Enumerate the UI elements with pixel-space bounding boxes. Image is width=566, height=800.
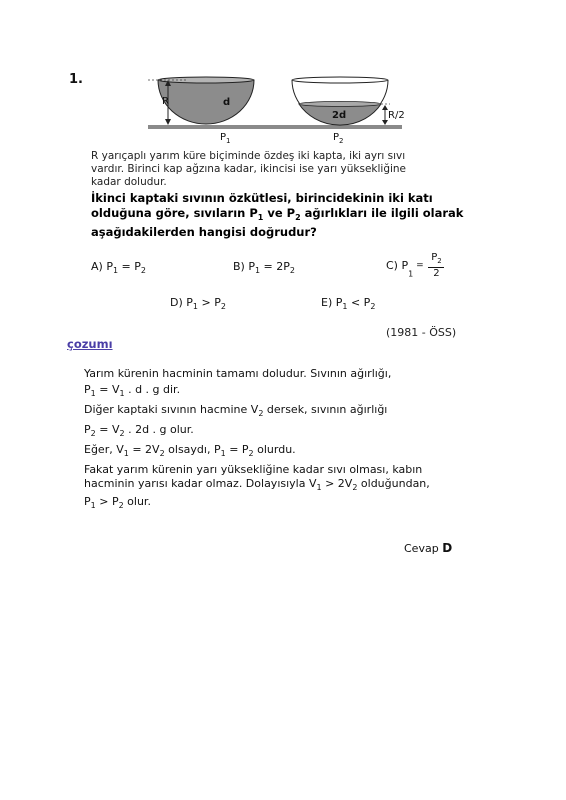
option-a: A) $P_1 = P_2$ xyxy=(91,260,146,275)
question-stem: İkinci kaptaki sıvının özkütlesi, birincidekinin iki katı olduğuna göre, sıvıların $P_1$ ve $P_2$ ağırlıkları ile ilgili olarak aşağıdakilerden hangisi doğrudur? xyxy=(91,191,464,239)
answer: Cevap D xyxy=(404,541,453,555)
ground-surface xyxy=(148,125,402,129)
option-b: B) $P_1 = 2P_2$ xyxy=(233,260,295,275)
label-2d: 2d xyxy=(332,110,347,121)
svg-text:P2: $P_2$ xyxy=(333,132,344,145)
solution-line-7: hacminin yarısı kadar olmaz. Dolayısıyla $V_1 > 2V_2$ olduğundan, xyxy=(84,477,430,492)
label-P2: P xyxy=(333,132,340,143)
question-description: R yarıçaplı yarım küre biçiminde özdeş iki kapta, iki ayrı sıvı vardır. Birinci kap ağzına kadar, ikincisi ise yarı yüksekliğine kadar doludur. xyxy=(91,150,407,188)
solution-link[interactable]: çozumı xyxy=(67,337,113,351)
answer-letter: D xyxy=(442,541,453,555)
solution-line-3: Diğer kaptaki sıvının hacmine $V_2$ dersek, sıvının ağırlığı xyxy=(84,403,388,418)
option-e: E) $P_1 < P_2$ xyxy=(321,296,376,311)
question-source: (1981 - ÖSS) xyxy=(386,326,457,339)
solution-line-8: $P_1 > P_2$ olur. xyxy=(84,495,151,510)
bowl-2-rim xyxy=(292,77,388,83)
label-R: R xyxy=(162,96,169,107)
bowl-1-liquid xyxy=(158,80,254,124)
label-P1: P xyxy=(220,132,227,143)
question-number: 1. xyxy=(69,72,83,87)
fraction-p2-over-2: $\frac{P_2}{2}$ xyxy=(428,252,444,279)
option-d: D) $P_1 > P_2$ xyxy=(170,296,226,311)
solution-text xyxy=(84,367,430,513)
solution-line-5: Eğer, $V_1 = 2V_2$ olsaydı, $P_1 = P_2$ olurdu. xyxy=(84,443,296,458)
hemisphere-figure xyxy=(140,68,410,146)
label-d: d xyxy=(223,97,231,108)
option-c: C) $P_1$ = $\frac{P_2}{2}$ xyxy=(386,252,444,279)
solution-line-4: $P_2 = V_2$ . 2d . g olur. xyxy=(84,423,194,438)
solution-line-6: Fakat yarım kürenin yarı yüksekliğine kadar sıvı olması, kabın xyxy=(84,463,423,476)
solution-line-1: Yarım kürenin hacminin tamamı doludur. Sıvının ağırlığı, xyxy=(84,367,392,380)
svg-text:P1: $P_1$ xyxy=(220,132,231,145)
solution-line-2: $P_1 = V_1$ . d . g dir. xyxy=(84,383,181,398)
label-R-half: R/2 xyxy=(388,110,405,121)
